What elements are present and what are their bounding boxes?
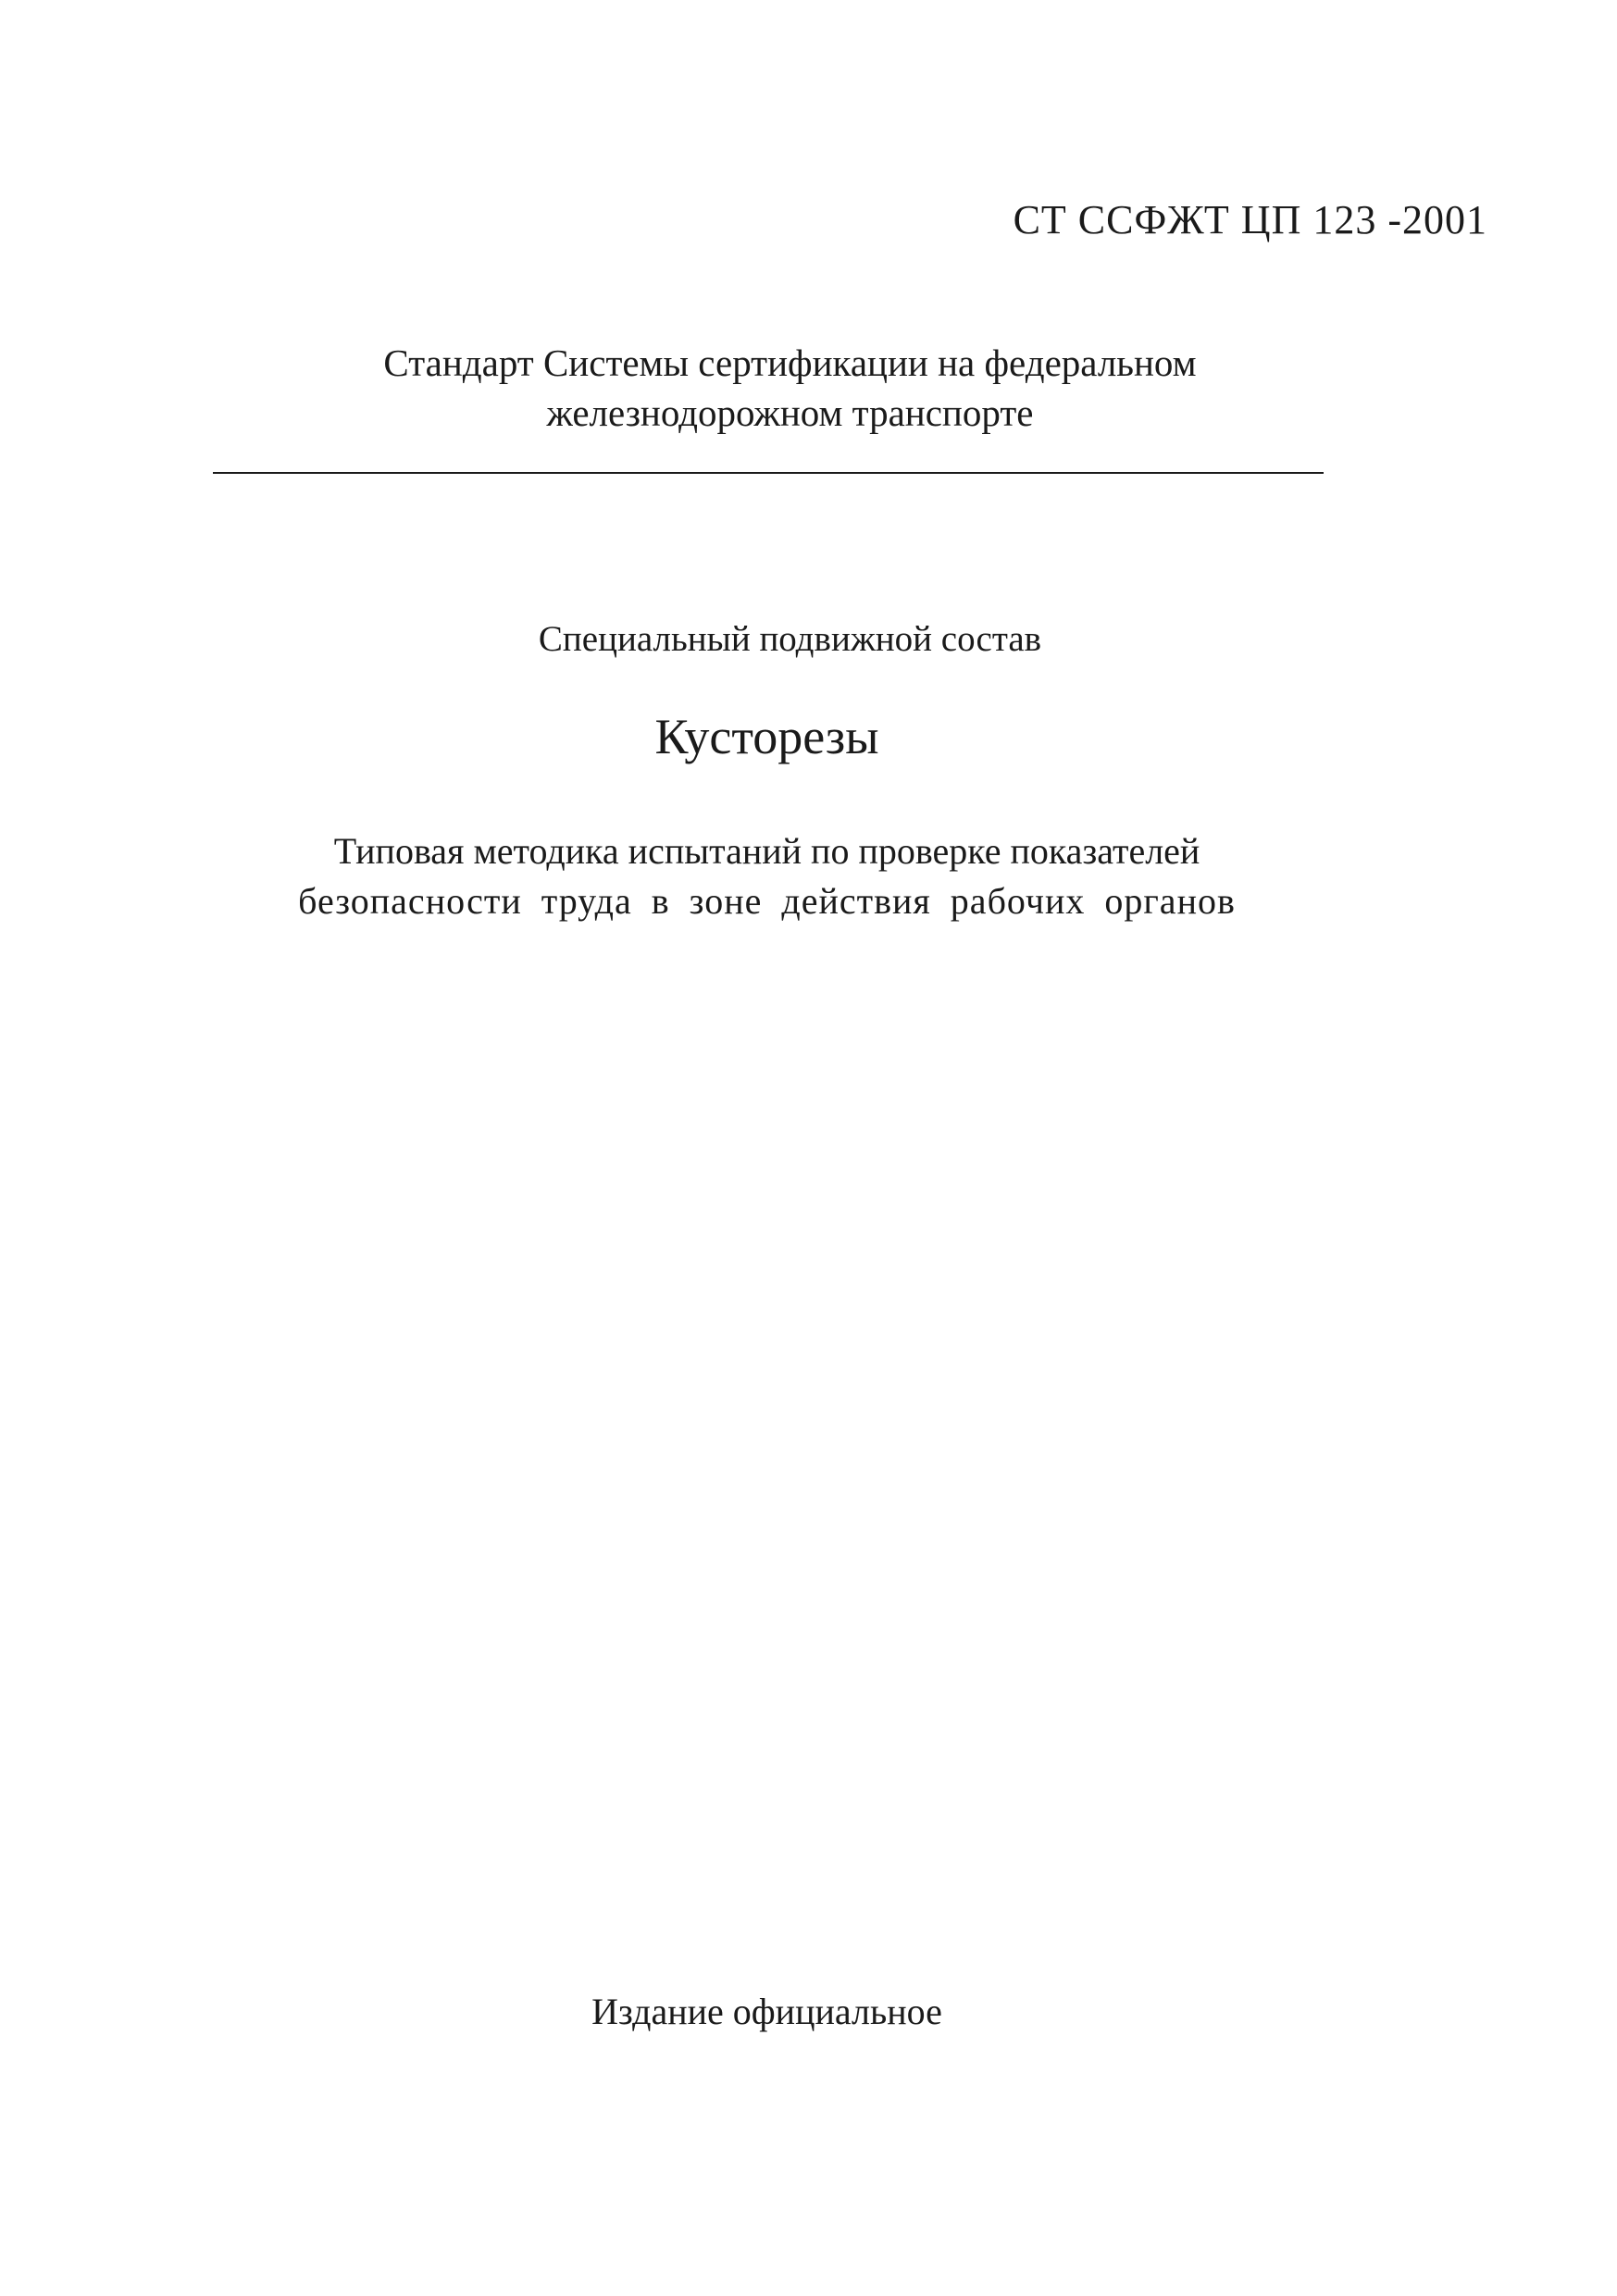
- method-title: [0, 826, 1617, 926]
- document-code: СТ ССФЖТ ЦП 123 -2001: [1013, 197, 1487, 242]
- category-heading: [0, 618, 1617, 660]
- standard-header-line-1: Стандарт Системы сертификации на федеральном: [383, 341, 1197, 384]
- category-heading-text: Специальный подвижной состав: [538, 619, 1042, 659]
- method-title-line-2: безопасности труда в зоне действия рабочих органов: [298, 880, 1236, 922]
- product-title-text: Кусторезы: [654, 709, 879, 764]
- product-title: [0, 708, 1617, 765]
- edition-note: [0, 1990, 1617, 2033]
- method-title-line-1: Типовая методика испытаний по проверке показателей: [333, 830, 1200, 872]
- standard-header: [0, 338, 1617, 438]
- standard-header-line-2: железнодорожном транспорте: [546, 391, 1034, 434]
- header-divider: [213, 472, 1324, 474]
- edition-note-text: Издание официальное: [591, 1991, 942, 2032]
